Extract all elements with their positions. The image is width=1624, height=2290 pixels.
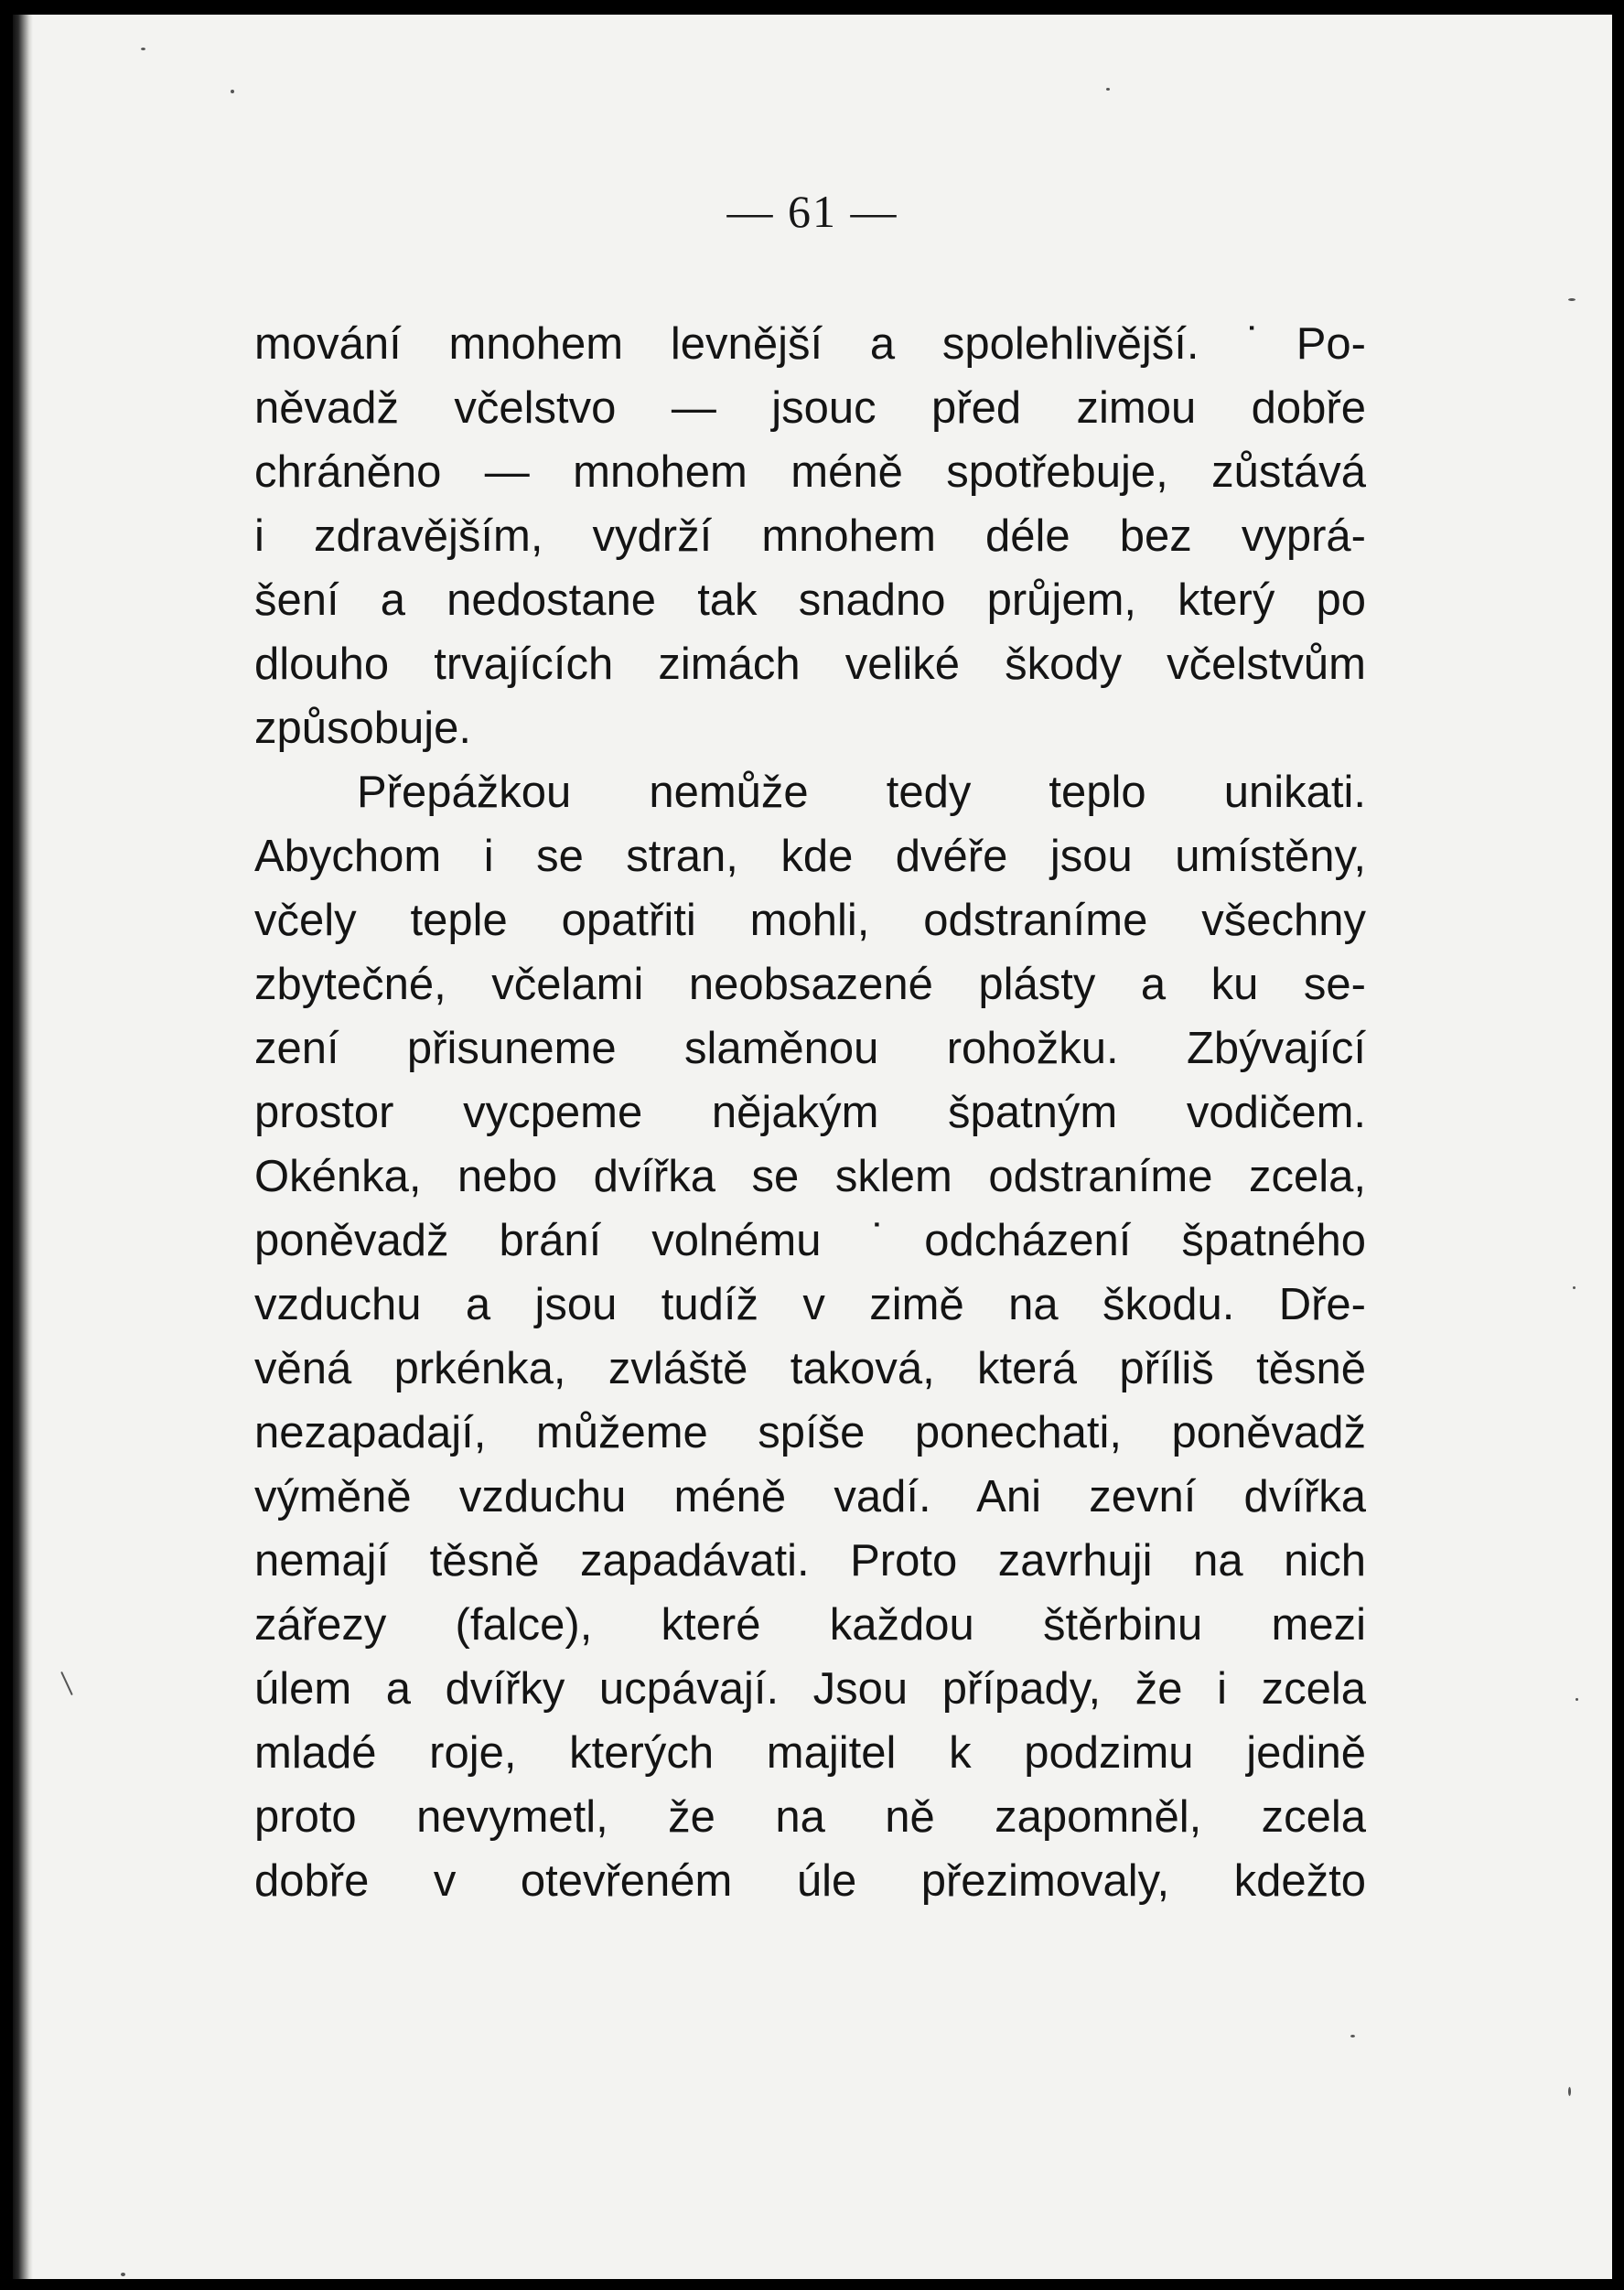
text-line: prostor vycpeme nějakým špatným vodičem. bbox=[254, 1088, 1366, 1137]
dust-speck bbox=[60, 1672, 73, 1695]
text-line: Přepážkou nemůže tedy teplo unikati. bbox=[357, 768, 1366, 817]
page-binding-edge bbox=[13, 15, 33, 2279]
dust-speck bbox=[1106, 88, 1110, 91]
body-text bbox=[254, 312, 1366, 1913]
paragraph bbox=[254, 760, 1366, 1913]
text-line: nezapadají, můžeme spíše ponechati, poněvadž bbox=[254, 1408, 1366, 1457]
text-line: zení přisuneme slaměnou rohožku. Zbývající bbox=[254, 1024, 1366, 1073]
dust-speck bbox=[1568, 2087, 1571, 2096]
text-line: zářezy (falce), které každou štěrbinu mezi bbox=[254, 1600, 1366, 1650]
text-line: Abychom i se stran, kde dvéře jsou umístěny, bbox=[254, 832, 1366, 881]
text-line: nemají těsně zapadávati. Proto zavrhuji na nich bbox=[254, 1536, 1366, 1586]
text-line: poněvadž brání volnému ˙odcházení špatného bbox=[254, 1216, 1366, 1265]
text-line: mování mnohem levnější a spolehlivější. ˙Po- bbox=[254, 319, 1366, 369]
dust-speck bbox=[1568, 298, 1576, 301]
text-line: vzduchu a jsou tudíž v zimě na škodu. Dře- bbox=[254, 1280, 1366, 1329]
text-line: něvadž včelstvo — jsouc před zimou dobře bbox=[254, 383, 1366, 433]
text-line: proto nevymetl, že na ně zapomněl, zcela bbox=[254, 1792, 1366, 1842]
text-line: šení a nedostane tak snadno průjem, který po bbox=[254, 575, 1366, 625]
dust-speck bbox=[141, 48, 145, 50]
text-line: způsobuje. bbox=[254, 704, 472, 753]
page-number: — 61 — bbox=[726, 186, 898, 237]
text-line: chráněno — mnohem méně spotřebuje, zůstává bbox=[254, 447, 1366, 497]
paragraph bbox=[254, 312, 1366, 760]
dust-speck bbox=[1573, 1286, 1576, 1289]
text-line: věná prkénka, zvláště taková, která příliš těsně bbox=[254, 1344, 1366, 1393]
dust-speck bbox=[1350, 2035, 1355, 2037]
dust-speck bbox=[121, 2273, 125, 2276]
text-line: úlem a dvířky ucpávají. Jsou případy, že i zcela bbox=[254, 1664, 1366, 1714]
text-line: i zdravějším, vydrží mnohem déle bez vyprá- bbox=[254, 511, 1366, 561]
text-line: dlouho trvajících zimách veliké škody včelstvům bbox=[254, 640, 1366, 689]
dust-speck bbox=[231, 90, 234, 93]
scanned-page bbox=[13, 15, 1612, 2279]
text-line: zbytečné, včelami neobsazené plásty a ku se- bbox=[254, 960, 1366, 1009]
text-line: Okénka, nebo dvířka se sklem odstraníme zcela, bbox=[254, 1152, 1366, 1201]
text-line: včely teple opatřiti mohli, odstraníme všechny bbox=[254, 896, 1366, 945]
text-line: dobře v otevřeném úle přezimovaly, kdežto bbox=[254, 1856, 1366, 1906]
dust-speck bbox=[1576, 1698, 1578, 1701]
text-line: mladé roje, kterých majitel k podzimu jedině bbox=[254, 1728, 1366, 1778]
text-line: výměně vzduchu méně vadí. Ani zevní dvířka bbox=[254, 1472, 1366, 1521]
